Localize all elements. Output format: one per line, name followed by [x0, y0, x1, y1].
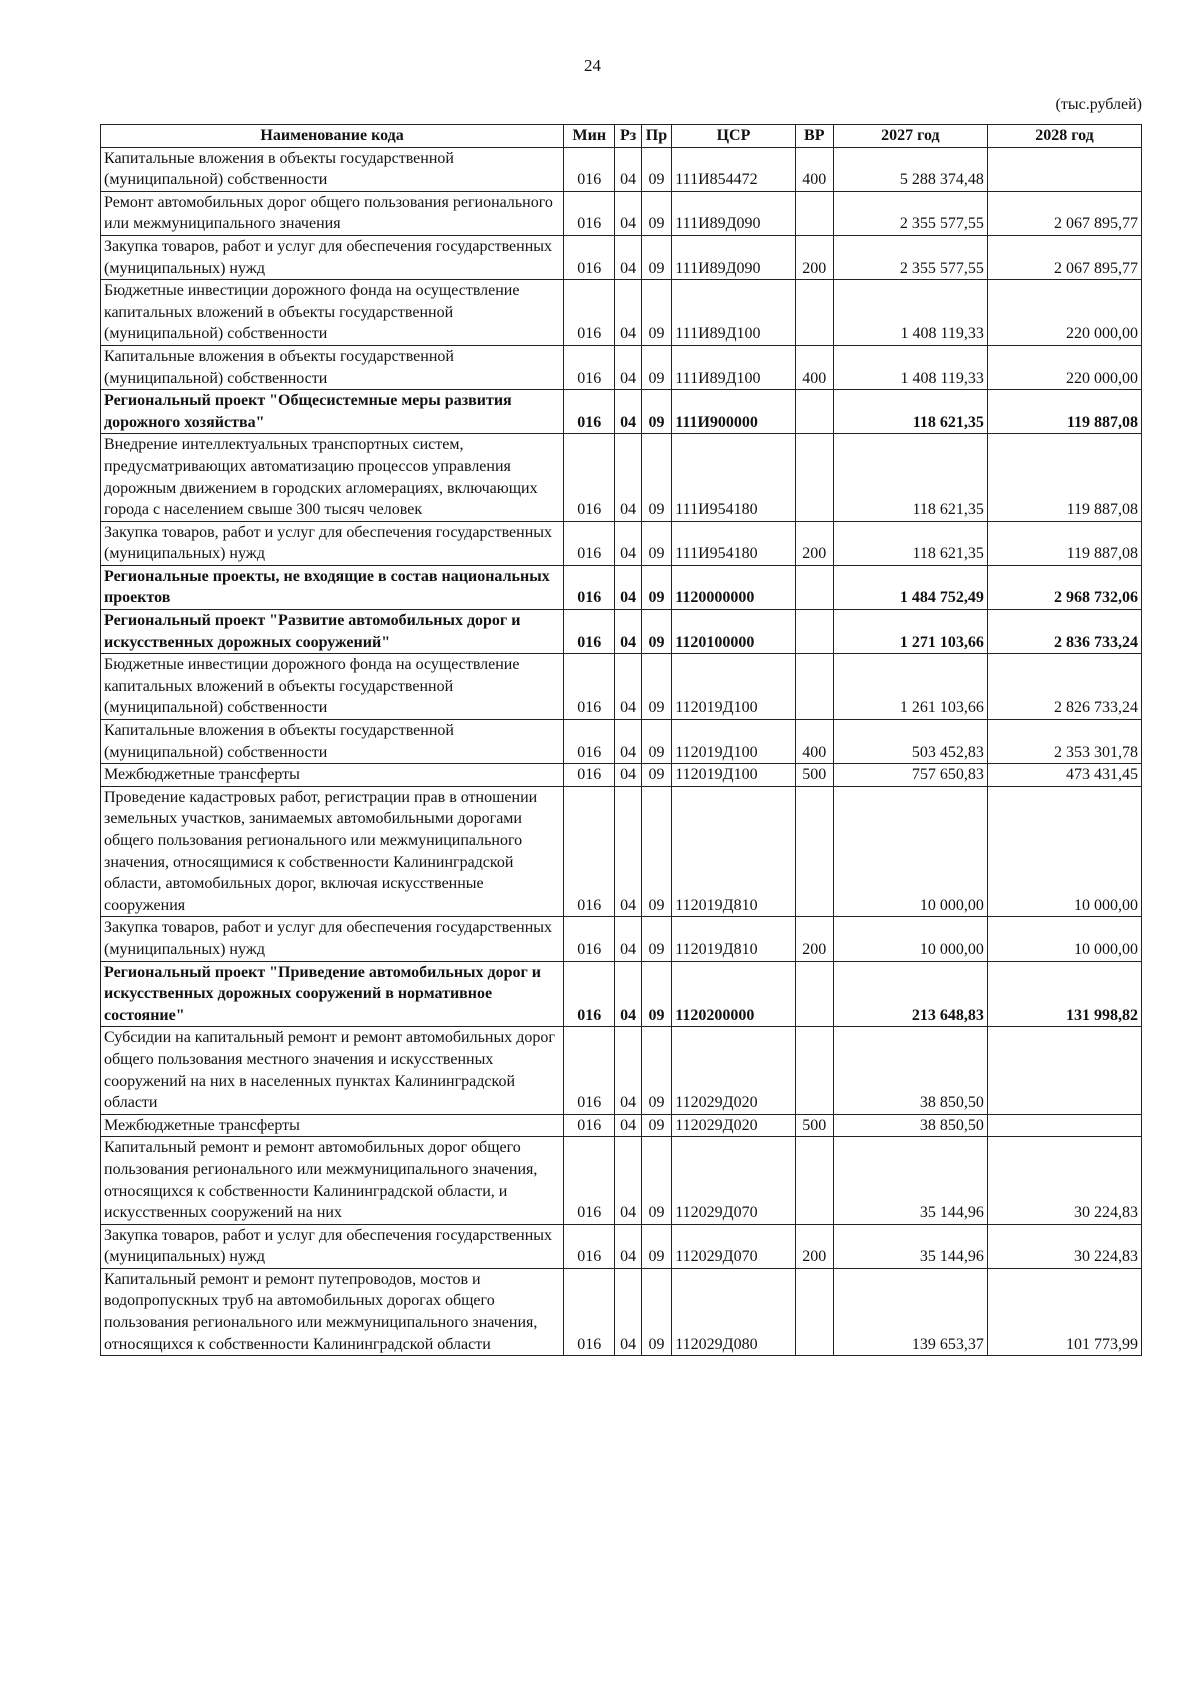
row-csr: 111И89Д100	[672, 280, 795, 346]
row-2028: 101 773,99	[987, 1268, 1141, 1355]
table-row	[101, 1268, 1142, 1355]
table-row	[101, 235, 1142, 279]
row-vr: 400	[795, 147, 833, 191]
row-min: 016	[564, 1027, 615, 1114]
row-min: 016	[564, 1137, 615, 1224]
row-pr: 09	[641, 720, 672, 764]
row-csr: 112029Д070	[672, 1137, 795, 1224]
row-name: Капитальные вложения в объекты государственной (муниципальной) собственности	[101, 147, 564, 191]
row-vr: 200	[795, 1224, 833, 1268]
row-2027: 118 621,35	[833, 434, 987, 521]
row-csr: 112029Д020	[672, 1114, 795, 1137]
row-name: Закупка товаров, работ и услуг для обеспечения государственных (муниципальных) нужд	[101, 235, 564, 279]
row-csr: 111И954180	[672, 434, 795, 521]
row-rz: 04	[615, 786, 641, 917]
row-2028: 30 224,83	[987, 1224, 1141, 1268]
row-csr: 112019Д100	[672, 720, 795, 764]
row-vr	[795, 961, 833, 1027]
table-body	[101, 147, 1142, 1356]
row-name: Проведение кадастровых работ, регистрации прав в отношении земельных участков, занимаемых автомобильными дорогами общего пользования регионального или межмуниципального значения, относящимися к собственности Калининградской области, автомобильных дорог, включая искусственные сооружения	[101, 786, 564, 917]
row-min: 016	[564, 565, 615, 609]
table-row	[101, 1114, 1142, 1137]
row-2028	[987, 147, 1141, 191]
row-rz: 04	[615, 1114, 641, 1137]
row-name: Капитальный ремонт и ремонт автомобильных дорог общего пользования регионального или межмуниципального значения, относящихся к собственности Калининградской области, и искусственных сооружений на них	[101, 1137, 564, 1224]
row-2028: 119 887,08	[987, 390, 1141, 434]
row-min: 016	[564, 961, 615, 1027]
row-2028: 220 000,00	[987, 280, 1141, 346]
row-rz: 04	[615, 961, 641, 1027]
row-name: Межбюджетные трансферты	[101, 1114, 564, 1137]
row-rz: 04	[615, 280, 641, 346]
row-rz: 04	[615, 1224, 641, 1268]
header-vr: ВР	[795, 125, 833, 148]
row-name: Закупка товаров, работ и услуг для обеспечения государственных (муниципальных) нужд	[101, 1224, 564, 1268]
row-2027: 35 144,96	[833, 1224, 987, 1268]
row-min: 016	[564, 720, 615, 764]
row-vr: 500	[795, 1114, 833, 1137]
row-vr: 200	[795, 521, 833, 565]
row-rz: 04	[615, 1027, 641, 1114]
row-2027: 139 653,37	[833, 1268, 987, 1355]
row-name: Бюджетные инвестиции дорожного фонда на осуществление капитальных вложений в объекты государственной (муниципальной) собственности	[101, 654, 564, 720]
row-name: Капитальный ремонт и ремонт путепроводов, мостов и водопропускных труб на автомобильных дорогах общего пользования регионального или межмуниципального значения, относящихся к собственности Калининградской области	[101, 1268, 564, 1355]
row-min: 016	[564, 1224, 615, 1268]
row-csr: 1120100000	[672, 610, 795, 654]
row-csr: 112029Д020	[672, 1027, 795, 1114]
row-name: Субсидии на капитальный ремонт и ремонт автомобильных дорог общего пользования местного значения и искусственных сооружений на них в населенных пунктах Калининградской области	[101, 1027, 564, 1114]
row-csr: 112019Д810	[672, 786, 795, 917]
table-row	[101, 610, 1142, 654]
row-rz: 04	[615, 720, 641, 764]
row-rz: 04	[615, 147, 641, 191]
table-row	[101, 565, 1142, 609]
unit-label: (тыс.рублей)	[1055, 96, 1142, 113]
row-csr: 111И900000	[672, 390, 795, 434]
row-name: Капитальные вложения в объекты государственной (муниципальной) собственности	[101, 720, 564, 764]
row-pr: 09	[641, 1114, 672, 1137]
row-pr: 09	[641, 345, 672, 389]
row-vr	[795, 390, 833, 434]
row-name: Закупка товаров, работ и услуг для обеспечения государственных (муниципальных) нужд	[101, 917, 564, 961]
row-pr: 09	[641, 280, 672, 346]
header-csr: ЦСР	[672, 125, 795, 148]
row-name: Региональный проект "Общесистемные меры развития дорожного хозяйства"	[101, 390, 564, 434]
row-min: 016	[564, 786, 615, 917]
row-csr: 111И89Д090	[672, 235, 795, 279]
row-name: Внедрение интеллектуальных транспортных систем, предусматривающих автоматизацию процессов управления дорожным движением в городских агломерациях, включающих города с населением свыше 300 тысяч человек	[101, 434, 564, 521]
row-min: 016	[564, 654, 615, 720]
row-pr: 09	[641, 521, 672, 565]
row-vr: 400	[795, 720, 833, 764]
row-2028: 119 887,08	[987, 434, 1141, 521]
row-min: 016	[564, 521, 615, 565]
row-pr: 09	[641, 1268, 672, 1355]
page-number: 24	[584, 56, 601, 75]
row-2027: 35 144,96	[833, 1137, 987, 1224]
row-csr: 112029Д070	[672, 1224, 795, 1268]
header-rz: Рз	[615, 125, 641, 148]
row-2027: 503 452,83	[833, 720, 987, 764]
row-name: Региональный проект "Развитие автомобильных дорог и искусственных дорожных сооружений"	[101, 610, 564, 654]
row-2028: 30 224,83	[987, 1137, 1141, 1224]
table-row	[101, 390, 1142, 434]
row-2028: 10 000,00	[987, 917, 1141, 961]
row-pr: 09	[641, 235, 672, 279]
row-vr	[795, 280, 833, 346]
row-rz: 04	[615, 434, 641, 521]
row-vr	[795, 434, 833, 521]
table-row	[101, 521, 1142, 565]
row-2027: 5 288 374,48	[833, 147, 987, 191]
row-pr: 09	[641, 565, 672, 609]
row-pr: 09	[641, 654, 672, 720]
header-pr: Пр	[641, 125, 672, 148]
row-2028: 2 826 733,24	[987, 654, 1141, 720]
row-csr: 111И854472	[672, 147, 795, 191]
row-pr: 09	[641, 961, 672, 1027]
row-pr: 09	[641, 434, 672, 521]
row-2028: 473 431,45	[987, 764, 1141, 787]
row-2027: 118 621,35	[833, 521, 987, 565]
row-2027: 38 850,50	[833, 1114, 987, 1137]
row-rz: 04	[615, 764, 641, 787]
row-min: 016	[564, 917, 615, 961]
row-rz: 04	[615, 565, 641, 609]
table-row	[101, 345, 1142, 389]
row-min: 016	[564, 235, 615, 279]
header-min: Мин	[564, 125, 615, 148]
header-name: Наименование кода	[101, 125, 564, 148]
row-rz: 04	[615, 191, 641, 235]
table-row	[101, 1137, 1142, 1224]
table-row	[101, 434, 1142, 521]
row-min: 016	[564, 1268, 615, 1355]
table-row	[101, 280, 1142, 346]
row-pr: 09	[641, 191, 672, 235]
row-pr: 09	[641, 390, 672, 434]
row-vr: 200	[795, 235, 833, 279]
row-2027: 10 000,00	[833, 917, 987, 961]
row-pr: 09	[641, 764, 672, 787]
row-vr	[795, 654, 833, 720]
row-2028: 220 000,00	[987, 345, 1141, 389]
row-min: 016	[564, 1114, 615, 1137]
row-min: 016	[564, 610, 615, 654]
row-pr: 09	[641, 1027, 672, 1114]
row-2028: 119 887,08	[987, 521, 1141, 565]
row-name: Капитальные вложения в объекты государственной (муниципальной) собственности	[101, 345, 564, 389]
row-rz: 04	[615, 1268, 641, 1355]
header-row	[101, 125, 1142, 148]
row-pr: 09	[641, 917, 672, 961]
row-pr: 09	[641, 1224, 672, 1268]
row-csr: 112019Д100	[672, 654, 795, 720]
table-row	[101, 1027, 1142, 1114]
header-2028: 2028 год	[987, 125, 1141, 148]
row-2027: 1 261 103,66	[833, 654, 987, 720]
row-2027: 2 355 577,55	[833, 191, 987, 235]
row-min: 016	[564, 147, 615, 191]
row-vr	[795, 610, 833, 654]
table-row	[101, 1224, 1142, 1268]
table-row	[101, 720, 1142, 764]
row-rz: 04	[615, 610, 641, 654]
row-2027: 757 650,83	[833, 764, 987, 787]
row-csr: 111И89Д090	[672, 191, 795, 235]
table-row	[101, 191, 1142, 235]
row-2027: 1 271 103,66	[833, 610, 987, 654]
row-csr: 1120000000	[672, 565, 795, 609]
table-row	[101, 147, 1142, 191]
row-vr: 500	[795, 764, 833, 787]
row-vr	[795, 1137, 833, 1224]
budget-table	[100, 124, 1142, 1356]
row-csr: 112029Д080	[672, 1268, 795, 1355]
row-vr	[795, 565, 833, 609]
row-2027: 1 408 119,33	[833, 345, 987, 389]
row-2027: 1 408 119,33	[833, 280, 987, 346]
table-row	[101, 654, 1142, 720]
row-2028: 2 836 733,24	[987, 610, 1141, 654]
row-csr: 112019Д810	[672, 917, 795, 961]
row-name: Ремонт автомобильных дорог общего пользования регионального или межмуниципального значения	[101, 191, 564, 235]
row-csr: 111И954180	[672, 521, 795, 565]
table-row	[101, 917, 1142, 961]
row-vr: 200	[795, 917, 833, 961]
row-pr: 09	[641, 610, 672, 654]
row-name: Закупка товаров, работ и услуг для обеспечения государственных (муниципальных) нужд	[101, 521, 564, 565]
row-pr: 09	[641, 147, 672, 191]
row-2027: 213 648,83	[833, 961, 987, 1027]
row-name: Межбюджетные трансферты	[101, 764, 564, 787]
row-csr: 112019Д100	[672, 764, 795, 787]
row-2028: 2 067 895,77	[987, 191, 1141, 235]
row-csr: 1120200000	[672, 961, 795, 1027]
row-rz: 04	[615, 654, 641, 720]
row-rz: 04	[615, 345, 641, 389]
row-rz: 04	[615, 235, 641, 279]
row-min: 016	[564, 345, 615, 389]
row-2028	[987, 1027, 1141, 1114]
row-csr: 111И89Д100	[672, 345, 795, 389]
table-row	[101, 764, 1142, 787]
row-min: 016	[564, 764, 615, 787]
row-2028: 10 000,00	[987, 786, 1141, 917]
row-min: 016	[564, 390, 615, 434]
row-2027: 38 850,50	[833, 1027, 987, 1114]
row-rz: 04	[615, 917, 641, 961]
row-min: 016	[564, 434, 615, 521]
row-rz: 04	[615, 1137, 641, 1224]
row-min: 016	[564, 191, 615, 235]
row-pr: 09	[641, 1137, 672, 1224]
row-name: Бюджетные инвестиции дорожного фонда на осуществление капитальных вложений в объекты государственной (муниципальной) собственности	[101, 280, 564, 346]
row-vr	[795, 191, 833, 235]
row-2028	[987, 1114, 1141, 1137]
row-2027: 2 355 577,55	[833, 235, 987, 279]
row-pr: 09	[641, 786, 672, 917]
row-vr	[795, 1027, 833, 1114]
row-vr: 400	[795, 345, 833, 389]
table-row	[101, 961, 1142, 1027]
row-2028: 2 968 732,06	[987, 565, 1141, 609]
row-name: Региональные проекты, не входящие в состав национальных проектов	[101, 565, 564, 609]
row-2027: 1 484 752,49	[833, 565, 987, 609]
table-row	[101, 786, 1142, 917]
row-2027: 118 621,35	[833, 390, 987, 434]
row-2028: 2 353 301,78	[987, 720, 1141, 764]
header-2027: 2027 год	[833, 125, 987, 148]
row-vr	[795, 1268, 833, 1355]
row-name: Региональный проект "Приведение автомобильных дорог и искусственных дорожных сооружений в нормативное состояние"	[101, 961, 564, 1027]
row-2027: 10 000,00	[833, 786, 987, 917]
row-rz: 04	[615, 390, 641, 434]
row-2028: 131 998,82	[987, 961, 1141, 1027]
row-rz: 04	[615, 521, 641, 565]
row-2028: 2 067 895,77	[987, 235, 1141, 279]
row-vr	[795, 786, 833, 917]
row-min: 016	[564, 280, 615, 346]
